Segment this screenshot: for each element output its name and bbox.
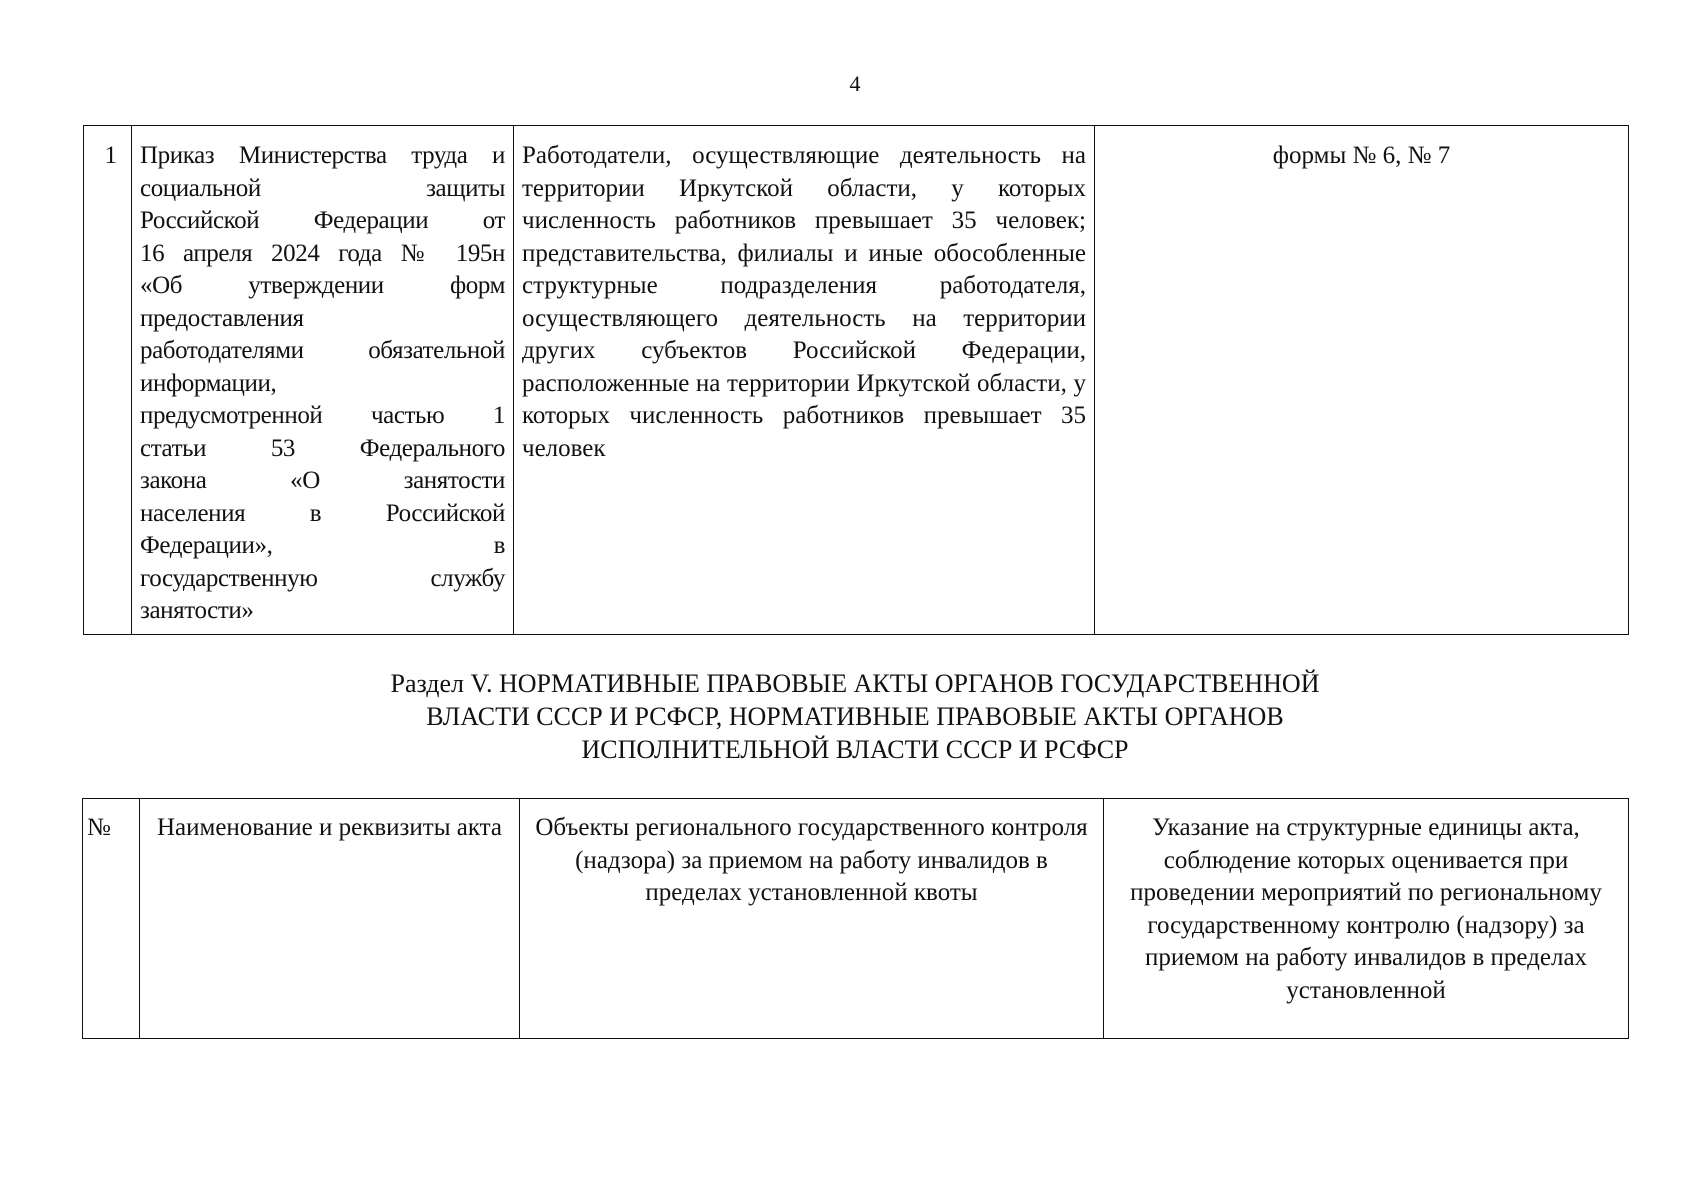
act-name-line: работодателями обязательной	[140, 337, 505, 364]
section-title-line: ИСПОЛНИТЕЛЬНОЙ ВЛАСТИ СССР И РСФСР	[581, 735, 1129, 764]
act-name-line: предусмотренной частью 1	[140, 402, 505, 429]
act-name-line: населения в Российской	[140, 499, 505, 527]
act-name-line: закона «О занятости	[140, 467, 505, 494]
act-name-line: Федерации», в	[140, 532, 505, 559]
acts-table-continuation	[83, 125, 1629, 635]
act-name-line: информации,	[140, 369, 277, 397]
header-number: №	[83, 799, 140, 1039]
act-name-line: государственную службу	[140, 564, 505, 592]
row-number: 1	[84, 126, 132, 635]
table-header-row	[83, 799, 1629, 1039]
header-control-objects: Объекты регионального государственного контроля (надзора) за приемом на работу инвалидов в пределах установленной квоты	[520, 799, 1104, 1039]
section-title	[0, 667, 1694, 766]
act-name-line: социальной защиты	[140, 174, 505, 202]
header-act-name: Наименование и реквизиты акта	[140, 799, 520, 1039]
act-name-line: статьи 53 Федерального	[140, 434, 505, 462]
acts-table-section-v	[82, 798, 1629, 1039]
act-name-line: предоставления	[140, 304, 304, 332]
section-title-line: ВЛАСТИ СССР И РСФСР, НОРМАТИВНЫЕ ПРАВОВЫЕ АКТЫ ОРГАНОВ	[426, 702, 1284, 731]
act-name-line: Приказ Министерства труда и	[140, 142, 505, 169]
section-title-line: Раздел V. НОРМАТИВНЫЕ ПРАВОВЫЕ АКТЫ ОРГАНОВ ГОСУДАРСТВЕННОЙ	[390, 669, 1320, 698]
act-name-line: «Об утверждении форм	[140, 272, 505, 299]
act-name-cell	[132, 126, 514, 635]
header-structural-units: Указание на структурные единицы акта, соблюдение которых оценивается при проведении мероприятий по региональному государственному контролю (надзору) за приемом на работу инвалидов в пределах установленной	[1104, 799, 1629, 1039]
control-objects-cell: Работодатели, осуществляющие деятельность на территории Иркутской области, у которых численность работников превышает 35 человек; представительства, филиалы и иные обособленные структурные подразделения работодателя, осуществляющего деятельность на территории других субъектов Российской Федерации, расположенные на территории Иркутской области, у которых численность работников превышает 35 человек	[514, 126, 1095, 635]
structural-units-cell: формы № 6, № 7	[1095, 126, 1629, 635]
act-name-line: занятости»	[140, 597, 254, 624]
table-row	[84, 126, 1629, 635]
page-number: 4	[849, 71, 861, 96]
act-name-line: 16 апреля 2024 года № 195н	[140, 239, 505, 267]
act-name-line: Российской Федерации от	[140, 207, 505, 234]
